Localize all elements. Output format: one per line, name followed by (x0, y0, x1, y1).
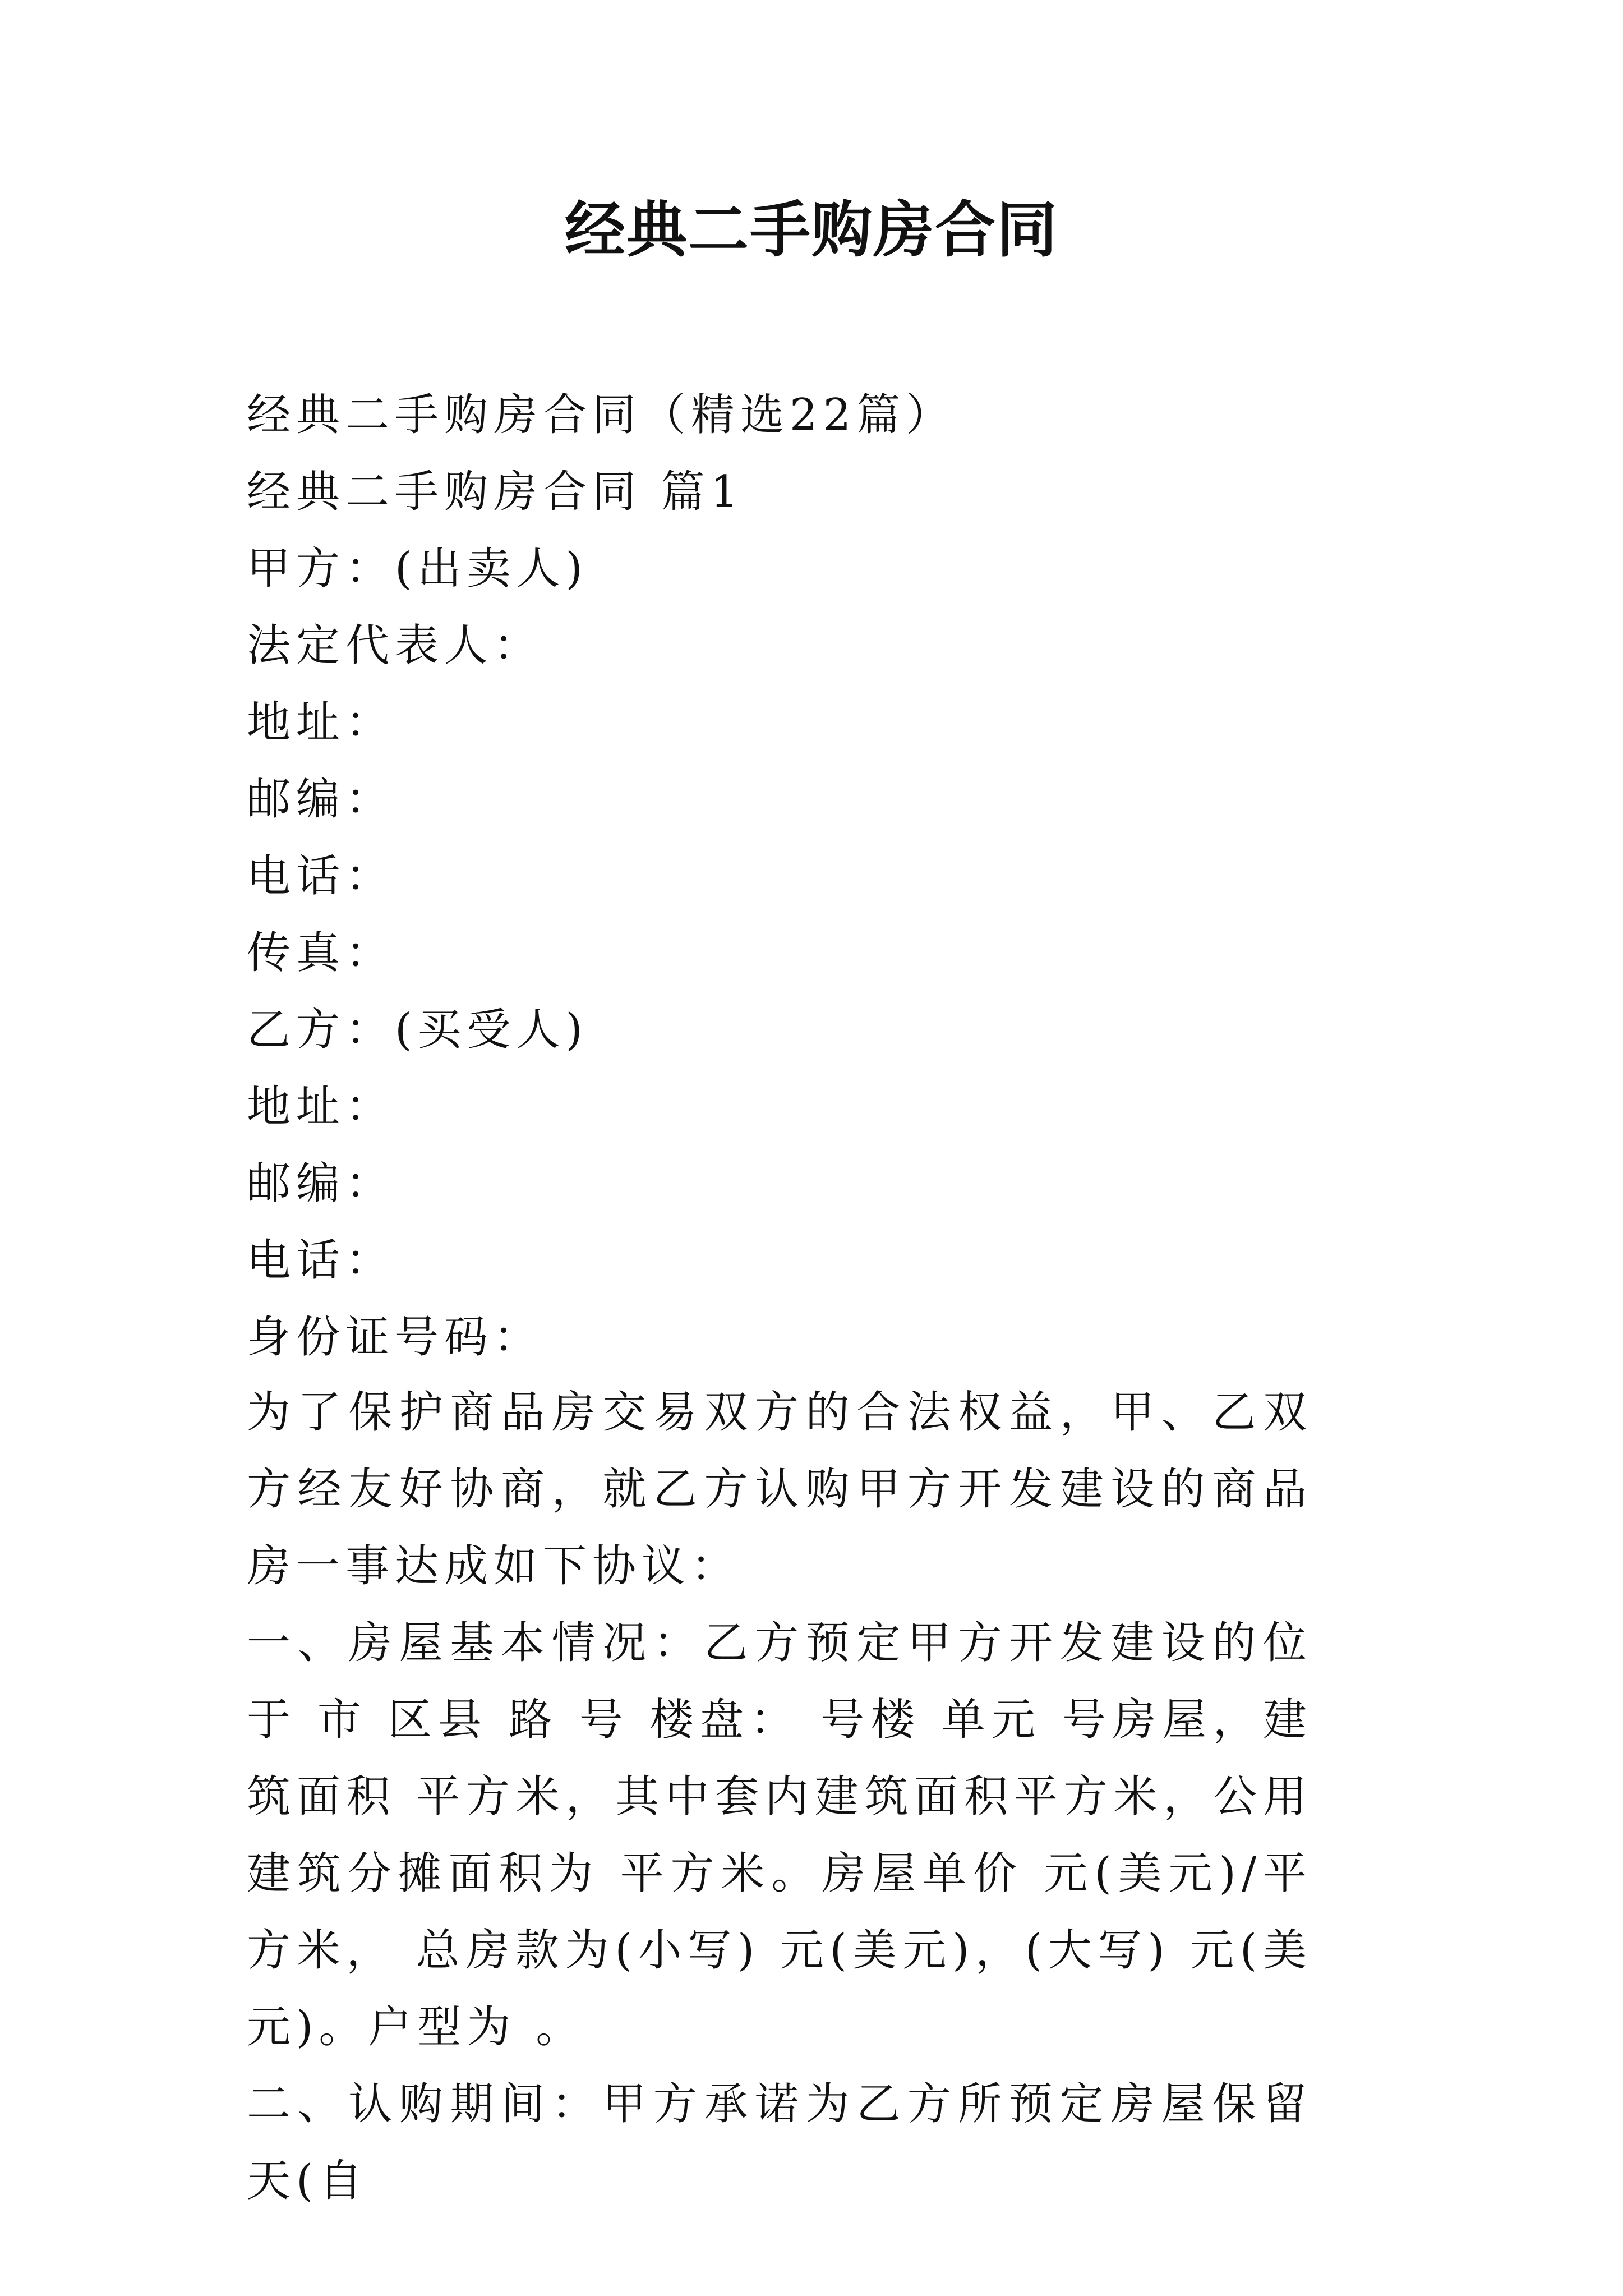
party-b-phone: 电话： (247, 1235, 395, 1286)
document-body (247, 377, 1396, 1376)
party-a-label: 甲方：(出卖人) (247, 544, 588, 594)
party-b-address: 地址： (247, 1082, 395, 1132)
party-a-address: 地址： (247, 697, 395, 748)
subtitle: 经典二手购房合同（精选22篇） (247, 390, 956, 440)
intro-paragraph: 为了保护商品房交易双方的合法权益，甲、乙双方经友好协商，就乙方认购甲方开发建设的商品房一事达成如下协议： (247, 1387, 1312, 1591)
party-a-fax: 传真： (247, 928, 395, 978)
clause-2-paragraph: 二、认购期间：甲方承诺为乙方所预定房屋保留 天(自 (247, 2079, 1312, 2206)
party-b-postcode: 邮编： (247, 1158, 395, 1209)
party-a-legal-rep: 法定代表人： (247, 620, 543, 671)
document-title: 经典二手购房合同 (564, 195, 1058, 265)
party-b-label: 乙方：(买受人) (247, 1005, 588, 1055)
party-a-phone: 电话： (247, 851, 395, 901)
party-a-postcode: 邮编： (247, 774, 395, 825)
paragraph-block (157, 1374, 1312, 2220)
party-b-id-number: 身份证号码： (247, 1312, 543, 1363)
section-heading: 经典二手购房合同 篇1 (247, 467, 744, 517)
clause-1-paragraph: 一、房屋基本情况：乙方预定甲方开发建设的位于 市 区县 路 号 楼盘： 号楼 单元 号房屋，建筑面积 平方米，其中套内建筑面积平方米，公用建筑分摊面积为 平方米。房屋单价 元(美元)/平方米， 总房款为(小写) 元(美元)，(大写) 元(美元)。户型为 。 (247, 1618, 1312, 2053)
